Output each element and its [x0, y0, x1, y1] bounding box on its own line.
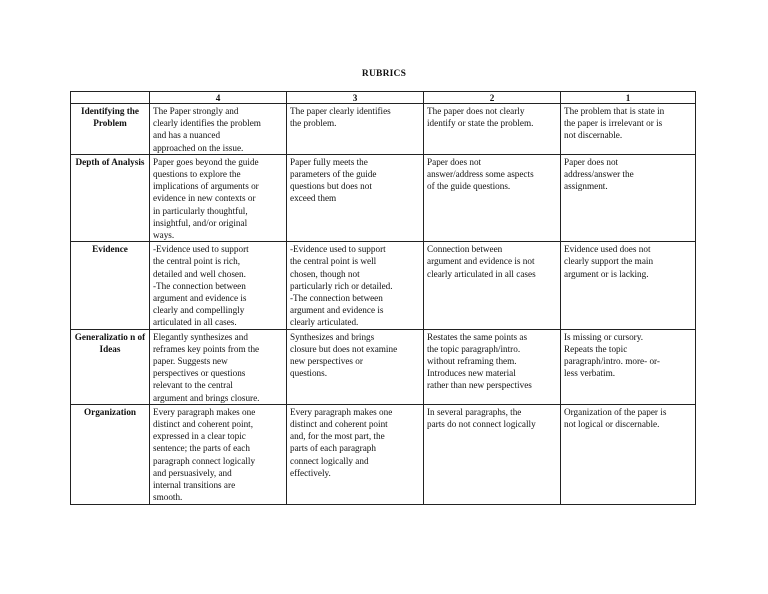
rubric-cell: Every paragraph makes one distinct and coherent point and, for the most part, the parts of each paragraph connect logically and effectively.: [287, 404, 424, 504]
header-cell-score-4: 4: [150, 92, 287, 104]
rubric-cell: Paper fully meets the parameters of the guide questions but does not exceed them: [287, 154, 424, 241]
rubric-cell: Organization of the paper is not logical or discernable.: [561, 404, 696, 504]
header-row: [71, 92, 696, 104]
header-cell-score-3: 3: [287, 92, 424, 104]
rubric-table: [70, 91, 696, 505]
rubric-cell: The paper clearly identifies the problem.: [287, 104, 424, 155]
rubric-cell: Connection between argument and evidence is not clearly articulated in all cases: [424, 242, 561, 329]
rubric-cell: In several paragraphs, the parts do not connect logically: [424, 404, 561, 504]
page-title: RUBRICS: [361, 69, 407, 79]
criterion-cell: Generalizatio n of Ideas: [71, 329, 150, 404]
rubric-cell: -Evidence used to support the central point is well chosen, though not particularly rich or detailed. -The connection between argument and evidence is clearly articulated.: [287, 242, 424, 329]
rubric-cell: Synthesizes and brings closure but does not examine new perspectives or questions.: [287, 329, 424, 404]
rubric-cell: The problem that is state in the paper is irrelevant or is not discernable.: [561, 104, 696, 155]
rubric-cell: The paper does not clearly identify or state the problem.: [424, 104, 561, 155]
criterion-cell: Organization: [71, 404, 150, 504]
rubric-cell: Is missing or cursory. Repeats the topic paragraph/intro. more- or- less verbatim.: [561, 329, 696, 404]
rubric-cell: The Paper strongly and clearly identifies the problem and has a nuanced approached on the issue.: [150, 104, 287, 155]
criterion-cell: Depth of Analysis: [71, 154, 150, 241]
table-row: [71, 242, 696, 329]
header-cell-criterion: [71, 92, 150, 104]
criterion-cell: Evidence: [71, 242, 150, 329]
rubric-cell: Restates the same points as the topic paragraph/intro. without reframing them. Introduces new material rather than new perspectives: [424, 329, 561, 404]
rubric-cell: Elegantly synthesizes and reframes key points from the paper. Suggests new perspectives or questions relevant to the central argument and brings closure.: [150, 329, 287, 404]
rubric-cell: -Evidence used to support the central point is rich, detailed and well chosen. -The connection between argument and evidence is clearly and compellingly articulated in all cases.: [150, 242, 287, 329]
table-row: [71, 154, 696, 241]
header-cell-score-1: 1: [561, 92, 696, 104]
table-row: [71, 329, 696, 404]
criterion-cell: Identifying the Problem: [71, 104, 150, 155]
table-row: [71, 404, 696, 504]
rubric-cell: Paper does not answer/address some aspects of the guide questions.: [424, 154, 561, 241]
rubric-cell: Every paragraph makes one distinct and coherent point, expressed in a clear topic sentence; the parts of each paragraph connect logically and persuasively, and internal transitions are smooth.: [150, 404, 287, 504]
table-row: [71, 104, 696, 155]
rubric-cell: Paper does not address/answer the assignment.: [561, 154, 696, 241]
header-cell-score-2: 2: [424, 92, 561, 104]
rubric-cell: Evidence used does not clearly support the main argument or is lacking.: [561, 242, 696, 329]
rubric-cell: Paper goes beyond the guide questions to explore the implications of arguments or evidence in new contexts or in particularly thoughtful, insightful, and/or original ways.: [150, 154, 287, 241]
